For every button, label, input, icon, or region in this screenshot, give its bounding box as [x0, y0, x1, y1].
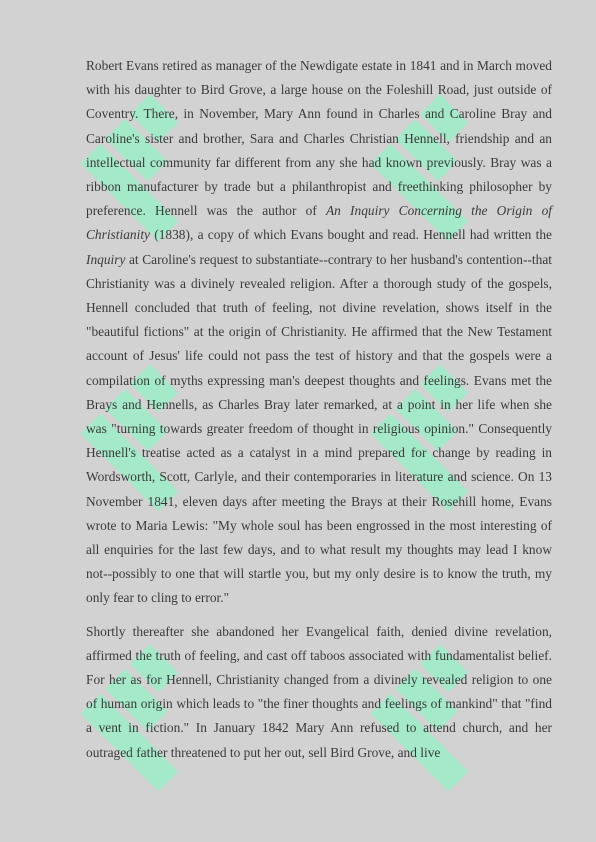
paragraph: Shortly thereafter she abandoned her Evangelical faith, denied divine revelation, affirmed the truth of feeling, and cast off taboos associated with fundamentalist belief. For her as for Hennell, Christianity changed from a divinely revealed religion to one of human origin which leads to "the finer thoughts and feelings of mankind" that "find a vent in fiction." In January 1842 Mary Ann refused to attend church, and her outraged father threatened to put her out, sell Bird Grove, and live	[86, 623, 552, 760]
body-text	[86, 54, 552, 774]
paragraph	[86, 54, 552, 611]
paragraph-text: (1838), a copy of which Evans bought and read. Hennell had written the	[150, 227, 552, 243]
paragraph-text: at Caroline's request to substantiate--contrary to her husband's contention--that Christianity was a divinely revealed religion. After a thorough study of the gospels, Hennell concluded that truth of feeling, not divine revelation, shows itself in the "beautiful fictions" at the origin of Christianity. He affirmed that the New Testament account of Jesus' life could not pass the test of history and that the gospels were a compilation of myths expressing man's deepest thoughts and feelings. Evans met the Brays and Hennells, as Charles Bray later remarked, at a point in her life when she was "turning towards greater freedom of thought in religious opinion." Consequently Hennell's treatise acted as a catalyst in a mind prepared for change by reading in Wordsworth, Scott, Carlyle, and their contemporaries in literature and science. On 13 November 1841, eleven days after meeting the Brays at their Rosehill home, Evans wrote to Maria Lewis: "My whole soul has been engrossed in the most interesting of all enquiries for the last few days, and to what result my thoughts may lead I know not--possibly to one that will startle you, but my only desire is to know the truth, my only fear to cling to error."	[86, 251, 552, 606]
paragraph-text: Robert Evans retired as manager of the Newdigate estate in 1841 and in March moved with his daughter to Bird Grove, a large house on the Foleshill Road, just outside of Coventry. There, in November, Mary Ann found in Charles and Caroline Bray and Caroline's sister and brother, Sara and Charles Christian Hennell, friendship and an intellectual community far different from any she had known previously. Bray was a ribbon manufacturer by trade but a philanthropist and freethinking philosopher by preference. Hennell was the author of	[86, 58, 552, 219]
book-title: An Inquiry Concerning the Origin of Christianity	[86, 203, 552, 243]
book-title: Inquiry	[86, 251, 126, 267]
